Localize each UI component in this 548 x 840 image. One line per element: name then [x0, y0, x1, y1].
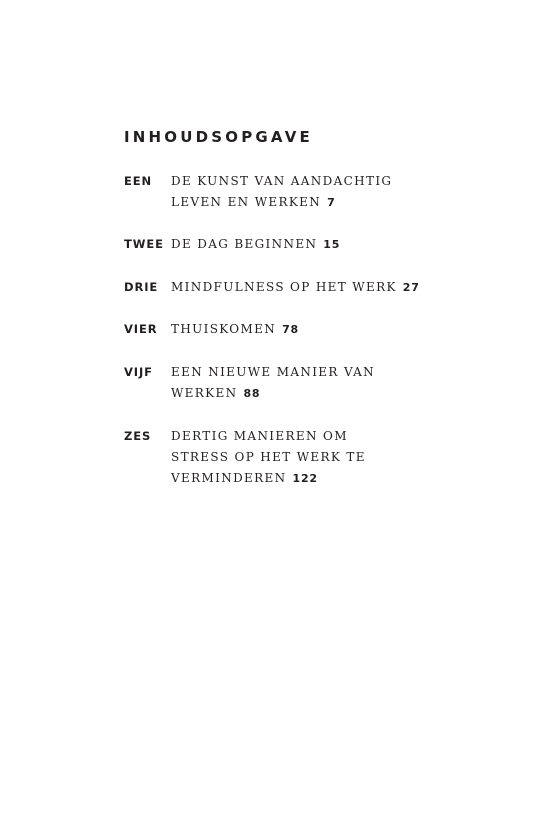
- chapter-title: [171, 277, 431, 298]
- chapter-title: [171, 362, 431, 404]
- chapter-title-line: STRESS OP HET WERK TE: [171, 450, 366, 464]
- chapter-title-line-text: DE DAG BEGINNEN: [171, 237, 318, 251]
- chapter-title-line: EEN NIEUWE MANIER VAN: [171, 365, 376, 379]
- page-number: 15: [323, 238, 341, 251]
- table-of-contents-heading: INHOUDSOPGAVE: [124, 128, 313, 146]
- chapter-title: [171, 234, 431, 255]
- chapter-title-line-last: [171, 234, 431, 255]
- chapter-title-line: DERTIG MANIEREN OM: [171, 429, 348, 443]
- chapter-label: TWEE: [124, 237, 164, 251]
- chapter-title-line-text: LEVEN EN WERKEN: [171, 195, 322, 209]
- chapter-title: [171, 426, 431, 489]
- chapter-title-line-text: WERKEN: [171, 386, 238, 400]
- chapter-label: DRIE: [124, 280, 159, 294]
- chapter-title-line-text: THUISKOMEN: [171, 322, 277, 336]
- chapter-label: EEN: [124, 174, 153, 188]
- page-number: 78: [282, 323, 299, 336]
- page-number: 122: [292, 472, 318, 485]
- chapter-label: ZES: [124, 429, 152, 443]
- chapter-title-line-last: [171, 383, 431, 404]
- page-number: 7: [327, 196, 336, 209]
- chapter-title-line-last: [171, 192, 431, 213]
- chapter-label: VIJF: [124, 365, 153, 379]
- chapter-title-line-last: [171, 468, 431, 489]
- page-number: 27: [402, 281, 420, 294]
- chapter-title-line-last: [171, 319, 431, 340]
- chapter-title-line-text: VERMINDEREN: [171, 471, 287, 485]
- chapter-title-line: DE KUNST VAN AANDACHTIG: [171, 174, 393, 188]
- chapter-label: VIER: [124, 322, 158, 336]
- chapter-title: [171, 319, 431, 340]
- chapter-title-line-last: [171, 277, 431, 298]
- chapter-title-line-text: MINDFULNESS OP HET WERK: [171, 280, 397, 294]
- chapter-title: [171, 171, 431, 213]
- page-number: 88: [243, 387, 261, 400]
